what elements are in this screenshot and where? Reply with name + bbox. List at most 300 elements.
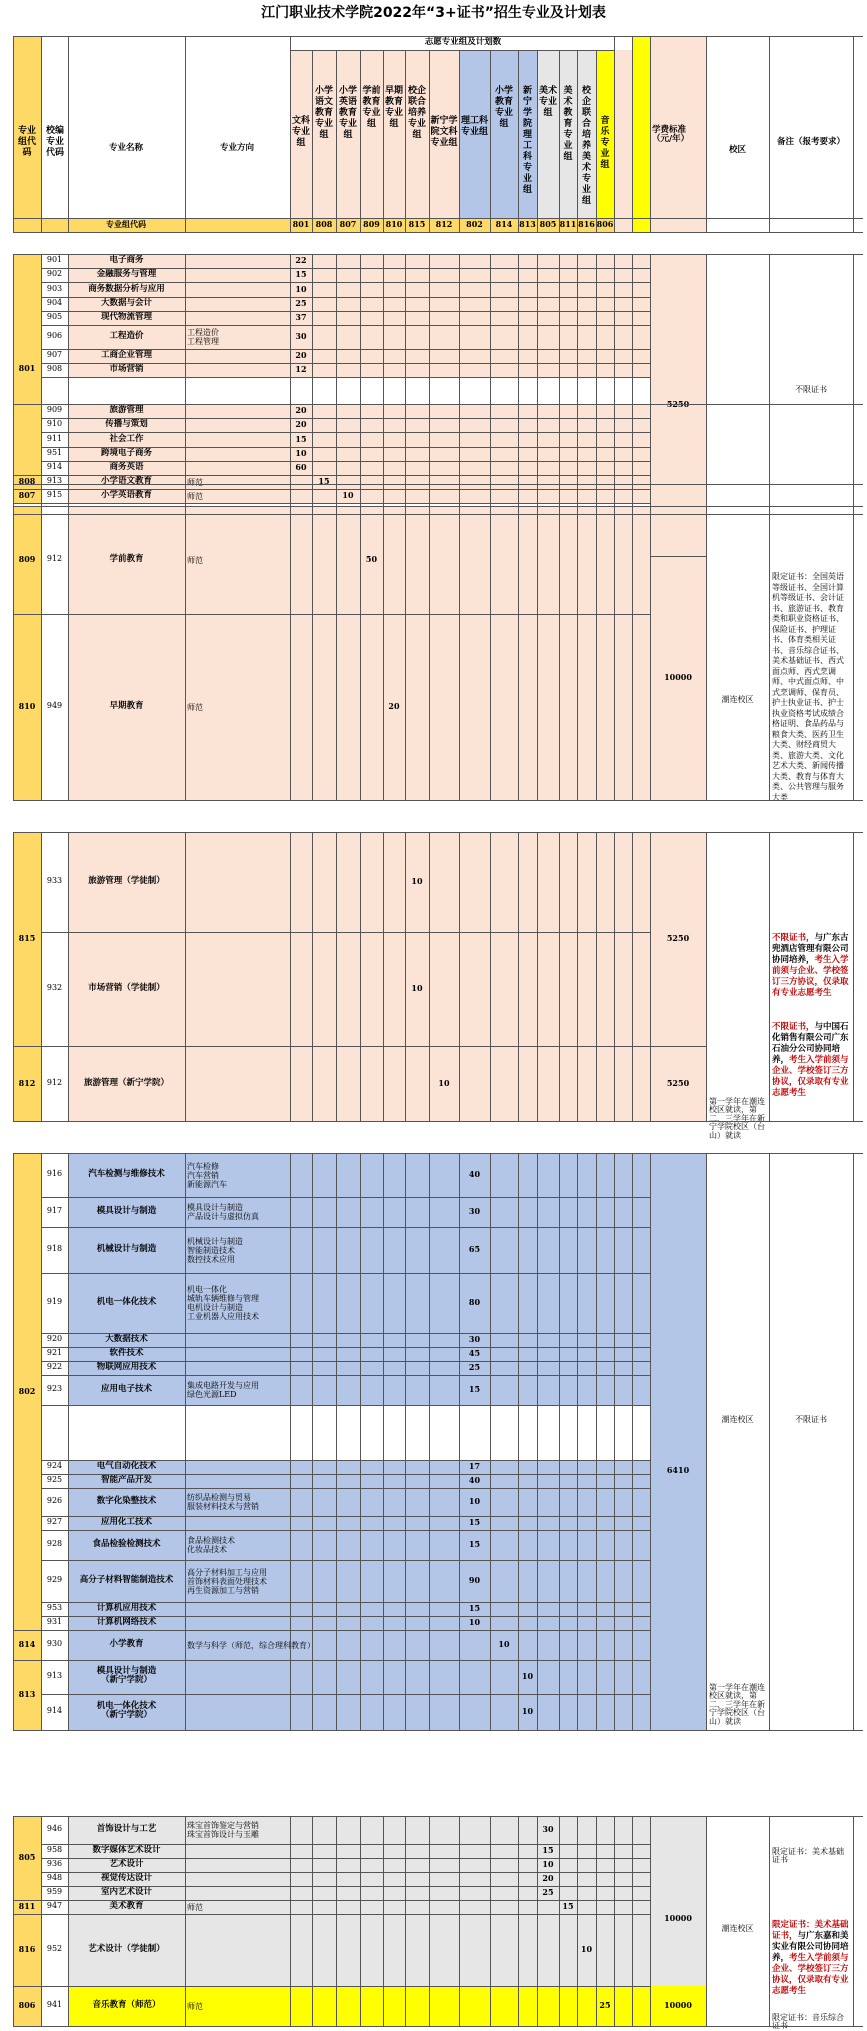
group-code: 816 [18, 1944, 36, 1954]
plan-count: 25 [295, 297, 307, 308]
remark: 限定证书：全国英语等级证书、全国计算机等级证书、会计证书、旅游证书、教育类和职业资格证书、保险证书、护理证书、体育类相关证书、音乐综合证书、美术基础证书、西式面点师、西式烹调师、中式面点师、中式烹调师、保育员、护士执业证书、护士执业资格考试成绩合格证明、食品药品与粮食大类、医药卫生大类、财经商贸大类、旅游大类、文化艺术大类、新闻传播大类、教育与体育大类、公共管理与服务大类 [772, 572, 844, 802]
group-name-header: 理工科专业组 [460, 116, 488, 137]
plan-count: 25 [468, 1362, 481, 1372]
plan-count: 20 [388, 701, 400, 711]
group-name-header: 学前教育专业组 [362, 86, 381, 129]
grid-line [13, 514, 863, 515]
plan-count: 20 [295, 419, 307, 430]
grid-line [459, 50, 460, 232]
plan-count: 30 [468, 1206, 481, 1216]
major-name: 艺术设计（学徒制） [88, 1944, 165, 1954]
school-code: 921 [46, 1348, 63, 1357]
grid-line [518, 1816, 519, 2026]
major-name: 工程造价 [109, 331, 144, 341]
grid-line [383, 1816, 384, 2026]
plan-count: 20 [295, 350, 307, 361]
grid-line [13, 36, 863, 37]
plan-count: 10 [521, 1706, 534, 1716]
plan-count: 10 [468, 1617, 481, 1627]
grid-line [559, 1816, 560, 2026]
grid-line [360, 1816, 361, 2026]
row-fill [68, 1630, 650, 1660]
grid-line [853, 1816, 854, 2026]
fee-value: 10000 [664, 672, 692, 682]
grid-line [632, 404, 633, 514]
grid-line [13, 506, 14, 800]
group-code-label: 802 [466, 219, 483, 229]
row-fill [68, 506, 650, 614]
group-code: 802 [18, 1385, 36, 1396]
row-fill [68, 404, 650, 418]
grid-line [614, 36, 615, 232]
remark-part: 与中国石化销售有限公司广东石油分公司协同培养， [772, 1022, 849, 1065]
school-code: 932 [46, 983, 63, 992]
school-code: 936 [46, 1859, 63, 1868]
remark-part: 限定证书：美术基础证书， [772, 1920, 849, 1941]
row-fill [68, 447, 650, 461]
grid-line [290, 404, 291, 514]
group-header-fill [490, 50, 518, 232]
grid-line [68, 1153, 69, 1730]
major-direction: 数学与科学（师范，综合理科教育） [187, 1640, 315, 1650]
group-code-label: 815 [408, 219, 426, 229]
grid-line [518, 506, 519, 800]
major-name: 商务数据分析与应用 [88, 283, 165, 294]
grid-line [559, 506, 560, 800]
major-name: 应用化工技术 [100, 1517, 153, 1527]
row-fill [68, 363, 650, 377]
major-direction: 高分子材料加工与应用 首饰材料表面处理技术 再生资源加工与营销 [187, 1567, 267, 1595]
remark: 不限证书 [795, 385, 827, 394]
fee-value: 6410 [666, 1465, 690, 1475]
grid-line [596, 1816, 597, 2026]
remark-part: 不限证书， [772, 933, 815, 943]
campus-value: 第一学年在潮连校区就读，第二、三学年在新宁学院校区（台山）就读 [709, 1683, 765, 1726]
grid-line [41, 1816, 42, 2026]
grid-line [41, 404, 42, 514]
grid-line [596, 832, 597, 1121]
fee-value: 10000 [664, 2000, 692, 2010]
major-direction: 珠宝首饰鉴定与营销 珠宝首饰设计与玉雕 [187, 1821, 259, 1839]
major-name: 旅游管理（新宁学院） [83, 1077, 170, 1088]
group-code: 808 [18, 476, 36, 487]
row-fill [68, 461, 650, 475]
grid-line [13, 489, 41, 490]
major-direction: 机电一体化 城轨车辆维修与管理 电机设计与制造 工业机器人应用技术 [187, 1285, 259, 1321]
major-name: 数字化染整技术 [96, 1496, 157, 1506]
school-code: 958 [46, 1845, 63, 1854]
major-direction: 纺织品检测与贸易 服装材料技术与营销 [187, 1493, 259, 1511]
grid-line [336, 1816, 337, 2026]
grid-line [185, 506, 186, 800]
grid-line [769, 404, 770, 514]
grid-line [405, 1153, 406, 1730]
row-fill [68, 1872, 650, 1886]
grid-line [706, 404, 707, 514]
school-code: 929 [46, 1575, 63, 1584]
major-name: 跨境电子商务 [100, 447, 153, 458]
group-code: 810 [18, 701, 36, 711]
school-code: 923 [46, 1384, 63, 1393]
remark [772, 1022, 850, 1099]
grid-line [459, 404, 460, 514]
major-name: 电气自动化技术 [96, 1461, 157, 1471]
plan-count: 50 [365, 554, 378, 564]
group-header-fill [537, 50, 559, 232]
group-code: 815 [18, 933, 36, 943]
grid-line [13, 832, 14, 1121]
plan-header: 志愿专业组及计划数 [424, 37, 502, 47]
group-header-fill [405, 50, 429, 232]
grid-line [577, 506, 578, 800]
grid-line [596, 1153, 597, 1730]
grid-line [68, 1816, 69, 2026]
grid-line [518, 832, 519, 1121]
group-code-label: 816 [578, 219, 595, 229]
major-name: 模具设计与制造 （新宁学院） [96, 1666, 157, 1685]
plan-count: 30 [295, 331, 307, 341]
grid-line [650, 1153, 651, 1730]
group-name-header: 校企联合培养美术专业组 [581, 86, 591, 206]
major-name: 室内艺术设计 [100, 1887, 153, 1897]
school-code: 914 [46, 461, 63, 471]
plan-count: 45 [468, 1348, 481, 1358]
school-code: 927 [46, 1517, 63, 1526]
grid-line [68, 832, 69, 1121]
fee-fill [650, 1153, 706, 1730]
major-direction: 师范 [187, 702, 203, 712]
grid-line [632, 1153, 633, 1730]
grid-line [360, 832, 361, 1121]
remark [772, 933, 850, 999]
school-code: 912 [46, 554, 63, 563]
plan-count: 15 [295, 269, 307, 280]
remark-part: 考生入学前须与企业、学校签订三方协议，仅录取有专业志愿考生 [772, 1055, 849, 1098]
grid-line [650, 1046, 706, 1047]
remark [772, 1920, 850, 1997]
grid-line [537, 1153, 538, 1730]
grid-line [185, 1816, 186, 2026]
school-code-header: 校编专业代码 [45, 126, 64, 158]
grid-line [13, 475, 41, 476]
major-name: 旅游管理（学徒制） [88, 876, 165, 886]
grid-line [13, 1121, 863, 1122]
school-code: 930 [46, 1639, 63, 1648]
grid-line [769, 1153, 770, 1730]
remarks-header: 备注（报考要求） [776, 137, 845, 147]
grid-line [13, 484, 863, 485]
grid-line [769, 506, 770, 800]
school-code: 915 [46, 490, 63, 500]
school-code: 952 [46, 1944, 63, 1953]
school-code: 916 [46, 1169, 63, 1178]
group-code-label: 814 [495, 219, 513, 229]
group-name-header: 校企联合培养专业组 [407, 86, 426, 140]
school-code: 913 [46, 1671, 63, 1680]
grid-line [490, 50, 491, 232]
grid-line [13, 1630, 41, 1631]
grid-line [518, 1153, 519, 1730]
grid-line [360, 404, 361, 514]
campus-value: 第一学年在潮连校区就读，第二、三学年在新宁学院校区（台山）就读 [709, 1097, 765, 1140]
major-name: 视觉传达设计 [100, 1873, 153, 1883]
grid-line [537, 404, 538, 514]
row-fill [68, 325, 650, 349]
group-code: 812 [18, 1077, 36, 1088]
major-name: 数字媒体艺术设计 [92, 1845, 161, 1855]
grid-line [853, 832, 854, 1121]
school-code: 909 [46, 405, 63, 415]
header-fill [632, 218, 650, 232]
grid-line [13, 1816, 863, 1817]
grid-line [632, 1816, 633, 2026]
grid-line [490, 1153, 491, 1730]
major-name: 市场营销 [109, 364, 144, 375]
group-code: 809 [18, 554, 36, 564]
remark-part: 与广东古兜酒店管理有限公司协同培养， [772, 933, 849, 965]
school-code: 928 [46, 1539, 63, 1548]
grid-line [13, 506, 863, 507]
grid-line [429, 1153, 430, 1730]
school-code: 941 [46, 2000, 63, 2009]
grid-line [312, 832, 313, 1121]
school-code: 918 [46, 1244, 63, 1253]
major-name: 市场营销（学徒制） [88, 983, 165, 993]
major-name: 现代物流管理 [100, 311, 153, 322]
plan-count: 60 [295, 461, 307, 472]
plan-count: 20 [295, 405, 307, 416]
group-code: 806 [18, 2000, 36, 2010]
plan-count: 37 [295, 311, 307, 322]
grid-line [853, 506, 854, 800]
school-code: 922 [46, 1362, 63, 1371]
grid-line [577, 832, 578, 1121]
major-name: 音乐教育（师范） [92, 2000, 161, 2010]
school-code: 902 [46, 269, 63, 279]
grid-line [429, 832, 430, 1121]
plan-count: 17 [468, 1461, 481, 1471]
plan-count: 10 [498, 1639, 510, 1649]
plan-count: 10 [580, 1944, 593, 1954]
grid-line [490, 832, 491, 1121]
major-direction: 师范 [187, 555, 203, 565]
grid-line [312, 506, 313, 800]
grid-line [405, 832, 406, 1121]
fee-value: 5250 [666, 1077, 690, 1088]
grid-line [13, 404, 863, 405]
grid-line [706, 506, 707, 800]
group-name-header: 音乐专业组 [600, 116, 610, 170]
group-code-label: 807 [339, 219, 357, 229]
remark-part: 与广东嘉和美实业有限公司协同培养， [772, 1931, 849, 1963]
grid-line [577, 1153, 578, 1730]
plan-count: 10 [438, 1077, 450, 1088]
group-code-label: 812 [435, 219, 453, 229]
major-name: 社会工作 [109, 433, 144, 444]
grid-line [706, 832, 707, 1121]
school-code: 908 [46, 364, 63, 374]
grid-line [336, 50, 337, 232]
major-direction: 模具设计与制造 产品设计与虚拟仿真 [187, 1203, 259, 1221]
grid-line [185, 1153, 186, 1730]
school-code: 906 [46, 331, 63, 340]
school-code: 903 [46, 283, 63, 293]
grid-line [41, 1153, 42, 1730]
major-name-header: 专业名称 [108, 143, 144, 153]
grid-line [13, 1153, 14, 1730]
school-code: 912 [46, 1077, 63, 1087]
fee-value: 5250 [666, 399, 690, 409]
grid-line [41, 832, 42, 1121]
grid-line [290, 36, 291, 232]
grid-line [13, 1816, 14, 2026]
grid-line [13, 1153, 863, 1154]
major-name: 艺术设计 [109, 1859, 144, 1869]
row-fill [68, 1516, 650, 1530]
grid-line [614, 1153, 615, 1730]
grid-line [405, 50, 406, 232]
grid-line [360, 506, 361, 800]
major-name: 金融服务与管理 [96, 269, 157, 280]
row-fill [68, 1333, 650, 1347]
grid-line [290, 832, 291, 1121]
grid-line [13, 218, 863, 219]
grid-line [41, 506, 42, 800]
school-code: 904 [46, 297, 63, 307]
remark-part: 考生入学前须与企业、学校签订三方协议，仅录取有专业志愿考生 [772, 1953, 849, 1996]
row-fill [68, 254, 650, 268]
major-name: 商务英语 [109, 461, 144, 472]
plan-count: 15 [468, 1517, 481, 1527]
school-code: 959 [46, 1887, 63, 1896]
grid-line [312, 1816, 313, 2026]
grid-line [290, 1816, 291, 2026]
grid-line [706, 36, 707, 232]
grid-line [559, 404, 560, 514]
remark: 限定证书：美术基础证书 [772, 1847, 844, 1865]
grid-line [13, 614, 41, 615]
grid-line [459, 1153, 460, 1730]
grid-line [360, 1153, 361, 1730]
grid-line [13, 1046, 41, 1047]
school-code: 907 [46, 350, 63, 360]
school-code: 951 [46, 447, 63, 457]
grid-line [13, 1730, 863, 1731]
plan-count: 15 [318, 476, 330, 487]
grid-line [596, 506, 597, 800]
grid-line [769, 832, 770, 1121]
school-code: 910 [46, 419, 63, 429]
plan-count: 40 [468, 1475, 481, 1485]
campus-header: 校区 [728, 145, 747, 155]
major-direction: 师范 [187, 491, 203, 501]
school-code: 931 [46, 1617, 63, 1626]
major-name: 模具设计与制造 [96, 1206, 157, 1216]
grid-line [632, 506, 633, 800]
grid-line [405, 1816, 406, 2026]
grid-line [185, 404, 186, 514]
grid-line [312, 1153, 313, 1730]
row-fill [68, 489, 650, 503]
major-name: 学前教育 [109, 554, 144, 564]
grid-line [336, 404, 337, 514]
grid-line [853, 36, 854, 232]
major-name: 汽车检测与维修技术 [88, 1169, 165, 1179]
grid-line [459, 832, 460, 1121]
grid-line [13, 36, 14, 232]
grid-line [632, 832, 633, 1121]
group-name-header: 小学英语教育专业组 [338, 86, 357, 140]
row-fill [68, 432, 650, 446]
grid-line [650, 404, 651, 514]
header-fill [632, 36, 650, 232]
major-name: 传播与策划 [105, 419, 148, 430]
fee-value: 10000 [664, 1913, 692, 1923]
school-code: 901 [46, 255, 63, 265]
row-fill [68, 1375, 650, 1405]
grid-line [13, 800, 863, 801]
group-code-header: 专业组代码 [17, 126, 36, 158]
grid-line [336, 832, 337, 1121]
campus-value: 潮连校区 [721, 1415, 754, 1424]
major-name: 机电一体化技术 （新宁学院） [96, 1701, 157, 1720]
grid-line [769, 1816, 770, 2026]
major-name: 机电一体化技术 [96, 1297, 157, 1307]
row-fill [68, 1886, 650, 1900]
major-name: 早期教育 [109, 701, 144, 711]
grid-line [537, 506, 538, 800]
school-code: 949 [46, 701, 63, 710]
plan-count: 15 [468, 1603, 481, 1613]
grid-line [383, 50, 384, 232]
major-name: 首饰设计与工艺 [96, 1824, 157, 1834]
plan-count: 15 [468, 1384, 481, 1394]
major-name: 小学教育 [109, 1639, 144, 1649]
school-code: 953 [46, 1603, 63, 1612]
group-name-header: 小学教育专业组 [494, 86, 513, 129]
major-direction: 师范 [187, 2001, 203, 2011]
grid-line [559, 50, 560, 232]
grid-line [383, 1153, 384, 1730]
group-header-fill [336, 50, 360, 232]
major-direction: 食品检测技术 化妆品技术 [187, 1536, 235, 1554]
grid-line [537, 50, 538, 232]
school-code: 925 [46, 1475, 63, 1484]
major-name: 工商企业管理 [100, 350, 153, 361]
grid-line [312, 50, 313, 232]
grid-line [650, 506, 651, 800]
grid-line [185, 36, 186, 232]
major-name: 计算机网络技术 [96, 1617, 157, 1627]
grid-line [290, 1153, 291, 1730]
grid-line [853, 404, 854, 514]
group-code-label: 806 [596, 219, 614, 229]
major-name: 食品检验检测技术 [92, 1539, 161, 1549]
plan-count: 10 [468, 1496, 481, 1506]
plan-count: 40 [468, 1169, 481, 1179]
plan-count: 10 [342, 490, 354, 501]
plan-count: 25 [599, 2000, 611, 2010]
grid-line [312, 404, 313, 514]
school-code: 946 [46, 1824, 63, 1833]
grid-line [13, 1660, 41, 1661]
grid-line [596, 404, 597, 514]
grid-line [559, 1153, 560, 1730]
group-code: 811 [18, 1901, 36, 1911]
grid-line [429, 50, 430, 232]
major-name: 应用电子技术 [100, 1384, 153, 1394]
grid-line [614, 1816, 615, 2026]
